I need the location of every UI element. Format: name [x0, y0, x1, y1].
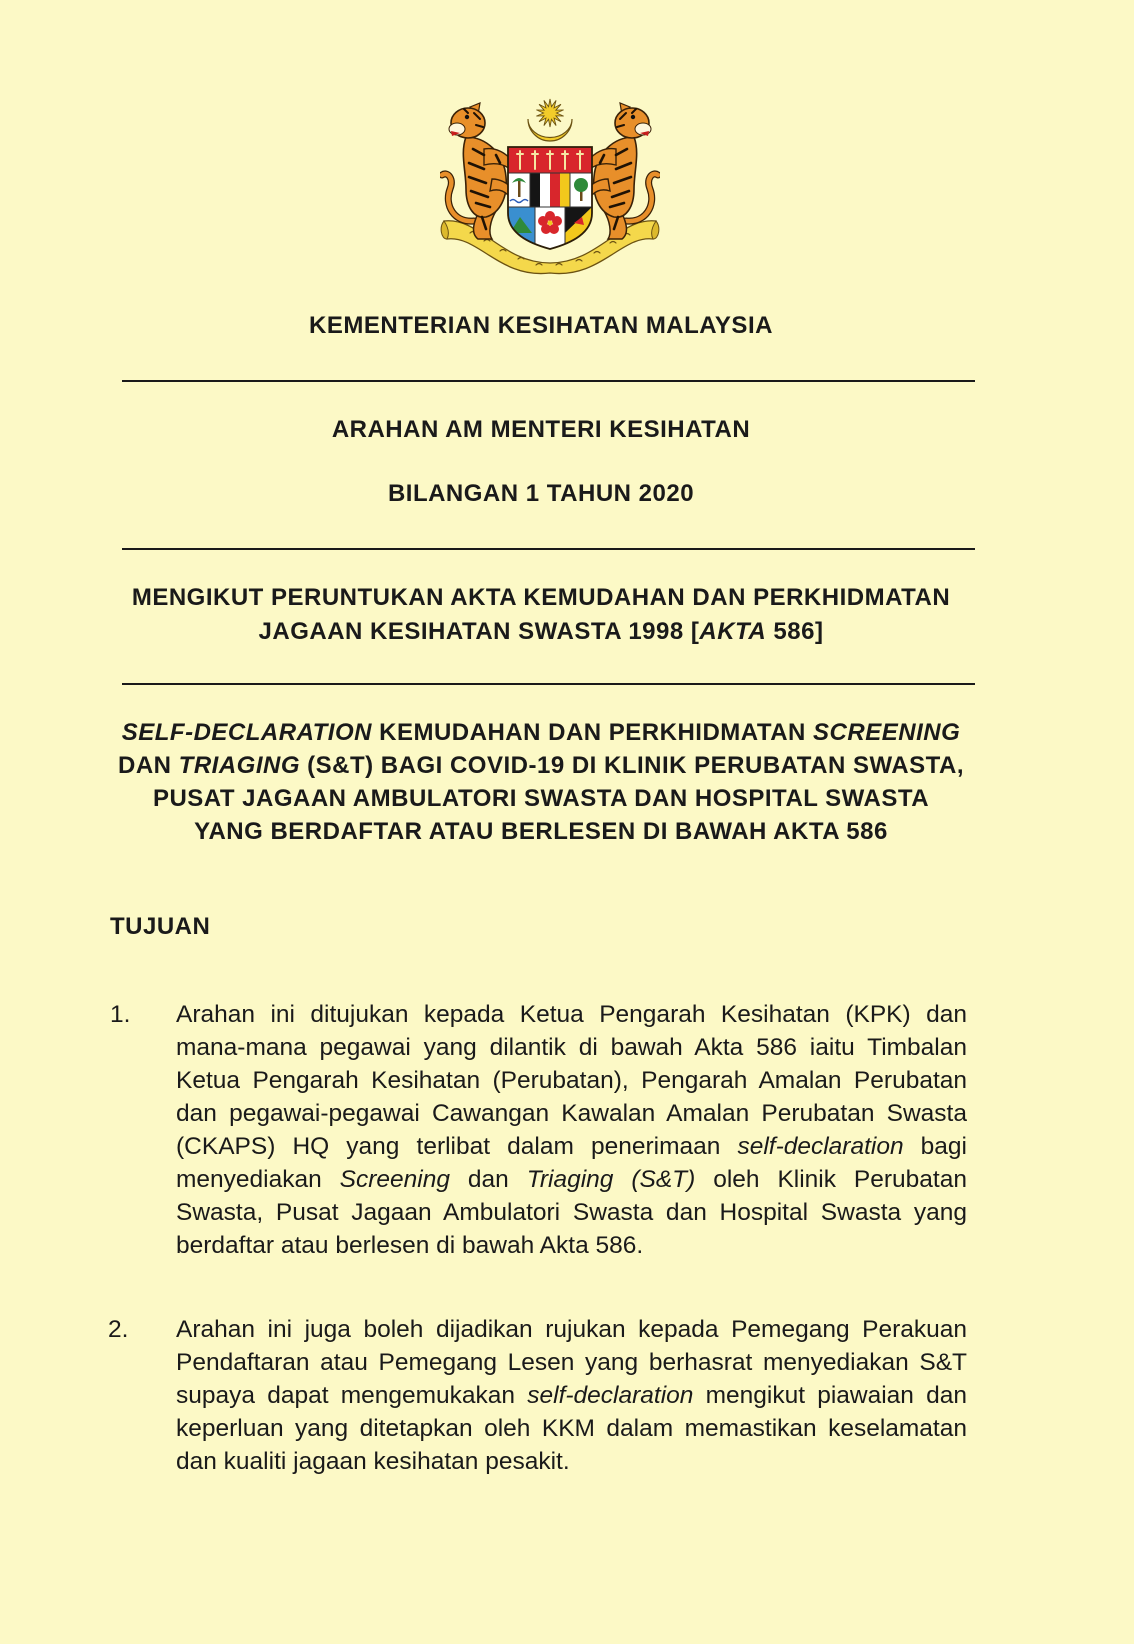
- italic-term: TRIAGING: [178, 752, 300, 779]
- text-segment: dan kualiti jagaan kesihatan pesakit.: [176, 1448, 570, 1475]
- text-segment: dan pegawai-pegawai Cawangan Kawalan Amalan Perubatan Swasta: [176, 1100, 967, 1127]
- paragraph-line: [176, 998, 967, 1031]
- paragraph-line: [176, 1097, 967, 1130]
- divider-3: [122, 683, 975, 685]
- right-tiger: [588, 103, 658, 239]
- paragraph-line: [176, 1064, 967, 1097]
- legal-basis: [80, 581, 1002, 649]
- paragraph-1: [176, 998, 967, 1262]
- paragraph-line: [176, 1031, 967, 1064]
- paragraph-2: [176, 1313, 967, 1478]
- ministry-title: KEMENTERIAN KESIHATAN MALAYSIA: [309, 312, 773, 339]
- crescent-and-star: [528, 99, 572, 141]
- left-tiger: [442, 103, 512, 239]
- italic-term: SELF-DECLARATION: [121, 719, 372, 746]
- subject-line: [80, 716, 1002, 749]
- text-segment: keperluan yang ditetapkan oleh KKM dalam memastikan keselamatan: [176, 1415, 967, 1442]
- italic-term: Screening: [339, 1166, 450, 1193]
- text-segment: mana-mana pegawai yang dilantik di bawah Akta 586 iaitu Timbalan: [176, 1034, 967, 1061]
- text-segment: oleh Klinik Perubatan: [695, 1166, 967, 1193]
- paragraph-line: [176, 1313, 967, 1346]
- text-segment: 586]: [766, 618, 824, 645]
- text-segment: (S&T) BAGI COVID-19 DI KLINIK PERUBATAN SWASTA,: [299, 752, 964, 779]
- text-segment: (CKAPS) HQ yang terlibat dalam penerimaan: [176, 1133, 738, 1160]
- italic-term: self-declaration: [737, 1133, 904, 1160]
- italic-term: SCREENING: [813, 719, 961, 746]
- text-segment: PUSAT JAGAAN AMBULATORI SWASTA DAN HOSPITAL SWASTA: [152, 785, 930, 812]
- paragraph-line: [176, 1346, 967, 1379]
- text-segment: Pendaftaran atau Pemegang Lesen yang berhasrat menyediakan S&T: [176, 1349, 967, 1376]
- paragraph-line: [176, 1229, 967, 1262]
- paragraph-number: 1.: [110, 1001, 131, 1028]
- paragraph-line: [176, 1412, 967, 1445]
- directive-title: ARAHAN AM MENTERI KESIHATAN: [331, 416, 751, 443]
- text-segment: Arahan ini juga boleh dijadikan rujukan kepada Pemegang Perakuan: [176, 1316, 967, 1343]
- text-segment: JAGAAN KESIHATAN SWASTA 1998 [: [258, 618, 700, 645]
- text-segment: DAN: [117, 752, 179, 779]
- text-segment: Arahan ini ditujukan kepada Ketua Pengarah Kesihatan (KPK) dan: [176, 1001, 967, 1028]
- italic-term: Triaging (S&T): [526, 1166, 696, 1193]
- divider-1: [122, 380, 975, 382]
- paragraph-line: [176, 1196, 967, 1229]
- subject-line: [80, 749, 1002, 782]
- subject-line: [80, 815, 1002, 848]
- legal-basis-line: [80, 581, 1002, 615]
- text-segment: YANG BERDAFTAR ATAU BERLESEN DI BAWAH AKTA 586: [194, 818, 888, 845]
- italic-term: AKTA: [699, 618, 767, 645]
- paragraph-line: [176, 1445, 967, 1478]
- italic-term: self-declaration: [527, 1382, 694, 1409]
- divider-2: [122, 548, 975, 550]
- subject-line: [80, 782, 1002, 815]
- directive-number: BILANGAN 1 TAHUN 2020: [387, 480, 695, 507]
- text-segment: Swasta, Pusat Jagaan Ambulatori Swasta dan Hospital Swasta yang: [176, 1199, 967, 1226]
- text-segment: KEMUDAHAN DAN PERKHIDMATAN: [371, 719, 814, 746]
- paragraph-number: 2.: [108, 1316, 129, 1343]
- text-segment: MENGIKUT PERUNTUKAN AKTA KEMUDAHAN DAN PERKHIDMATAN: [131, 584, 951, 611]
- text-segment: mengikut piawaian dan: [693, 1382, 967, 1409]
- malaysia-coat-of-arms-icon: [440, 93, 660, 275]
- text-segment: Ketua Pengarah Kesihatan (Perubatan), Pengarah Amalan Perubatan: [176, 1067, 967, 1094]
- legal-basis-line: [80, 615, 1002, 649]
- text-segment: supaya dapat mengemukakan: [176, 1382, 528, 1409]
- paragraph-line: [176, 1163, 967, 1196]
- paragraph-line: [176, 1379, 967, 1412]
- text-segment: berdaftar atau berlesen di bawah Akta 586.: [176, 1232, 644, 1259]
- text-segment: bagi: [903, 1133, 967, 1160]
- subject-title: [80, 716, 1002, 848]
- text-segment: dan: [449, 1166, 527, 1193]
- section-heading: TUJUAN: [110, 913, 211, 940]
- text-segment: menyediakan: [176, 1166, 340, 1193]
- paragraph-line: [176, 1130, 967, 1163]
